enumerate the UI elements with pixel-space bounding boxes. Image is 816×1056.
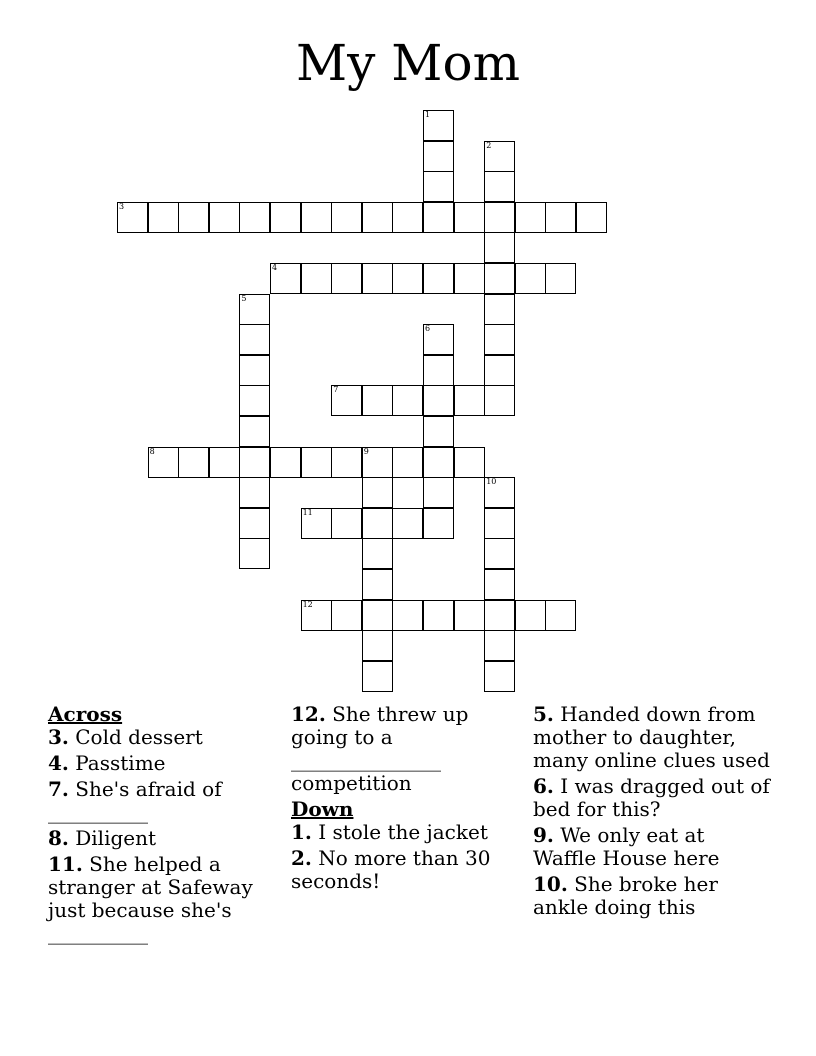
crossword-cell[interactable] bbox=[515, 202, 546, 233]
clue-number: 11. bbox=[48, 852, 83, 876]
clues-column-3 bbox=[533, 703, 773, 922]
crossword-cell[interactable] bbox=[362, 661, 393, 692]
crossword-cell[interactable] bbox=[484, 569, 515, 600]
crossword-cell[interactable] bbox=[362, 538, 393, 569]
cell-number: 4 bbox=[272, 263, 278, 272]
crossword-cell[interactable] bbox=[362, 477, 393, 508]
clue-text: She's afraid of __________ bbox=[48, 777, 222, 824]
clue-number: 8. bbox=[48, 826, 69, 850]
crossword-cell[interactable] bbox=[423, 600, 454, 631]
cell-number: 12 bbox=[302, 599, 313, 609]
crossword-cell[interactable] bbox=[484, 355, 515, 386]
clue-down-10 bbox=[533, 873, 773, 919]
cell-number: 11 bbox=[302, 507, 313, 517]
crossword-cell[interactable] bbox=[362, 263, 393, 294]
clue-across-3 bbox=[48, 726, 280, 749]
crossword-cell[interactable] bbox=[484, 294, 515, 325]
crossword-cell[interactable] bbox=[239, 355, 270, 386]
crossword-cell[interactable] bbox=[239, 324, 270, 355]
crossword-cell[interactable] bbox=[484, 202, 515, 233]
crossword-cell[interactable] bbox=[239, 202, 270, 233]
clue-text: Handed down from mother to daughter, many online clues used bbox=[533, 702, 770, 772]
crossword-cell[interactable] bbox=[148, 447, 179, 478]
crossword-cell[interactable] bbox=[331, 202, 362, 233]
crossword-cell[interactable] bbox=[454, 600, 485, 631]
clue-number: 2. bbox=[291, 846, 312, 870]
crossword-cell[interactable] bbox=[484, 477, 515, 508]
crossword-cell[interactable] bbox=[270, 447, 301, 478]
crossword-cell[interactable] bbox=[545, 263, 576, 294]
clue-number: 10. bbox=[533, 872, 568, 896]
clue-number: 1. bbox=[291, 820, 312, 844]
crossword-cell[interactable] bbox=[484, 263, 515, 294]
clue-across-4 bbox=[48, 752, 280, 775]
crossword-cell[interactable] bbox=[362, 569, 393, 600]
crossword-cell[interactable] bbox=[484, 385, 515, 416]
crossword-cell[interactable] bbox=[423, 110, 454, 141]
crossword-cell[interactable] bbox=[362, 202, 393, 233]
cell-number: 10 bbox=[486, 477, 497, 487]
crossword-cell[interactable] bbox=[239, 294, 270, 325]
cell-number: 9 bbox=[363, 446, 369, 456]
crossword-cell[interactable] bbox=[392, 600, 423, 631]
crossword-cell[interactable] bbox=[423, 508, 454, 539]
crossword-cell[interactable] bbox=[484, 508, 515, 539]
cell-number: 5 bbox=[241, 293, 247, 303]
clue-text: We only eat at Waffle House here bbox=[533, 823, 720, 870]
crossword-cell[interactable] bbox=[423, 477, 454, 508]
crossword-cell[interactable] bbox=[454, 202, 485, 233]
clues-column-1 bbox=[48, 703, 280, 948]
clue-number: 3. bbox=[48, 725, 69, 749]
clue-text: Cold dessert bbox=[75, 725, 203, 749]
clue-down-2 bbox=[291, 847, 523, 893]
clue-text: She broke her ankle doing this bbox=[533, 872, 718, 919]
clue-number: 4. bbox=[48, 751, 69, 775]
clue-number: 6. bbox=[533, 774, 554, 798]
crossword-cell[interactable] bbox=[392, 263, 423, 294]
crossword-cell[interactable] bbox=[209, 202, 240, 233]
crossword-cell[interactable] bbox=[392, 202, 423, 233]
crossword-cell[interactable] bbox=[270, 202, 301, 233]
crossword-cell[interactable] bbox=[484, 661, 515, 692]
crossword-cell[interactable] bbox=[576, 202, 607, 233]
crossword-cell[interactable] bbox=[515, 263, 546, 294]
crossword-cell[interactable] bbox=[331, 385, 362, 416]
crossword-cell[interactable] bbox=[423, 355, 454, 386]
crossword-cell[interactable] bbox=[423, 263, 454, 294]
crossword-cell[interactable] bbox=[301, 600, 332, 631]
crossword-cell[interactable] bbox=[484, 232, 515, 263]
clue-down-6 bbox=[533, 775, 773, 821]
cell-number: 1 bbox=[425, 110, 431, 119]
clue-down-9 bbox=[533, 824, 773, 870]
crossword-cell[interactable] bbox=[423, 141, 454, 172]
crossword-cell[interactable] bbox=[148, 202, 179, 233]
crossword-cell[interactable] bbox=[301, 202, 332, 233]
clue-text: She helped a stranger at Safeway just because she's __________ bbox=[48, 852, 253, 945]
crossword-cell[interactable] bbox=[423, 171, 454, 202]
clue-across-7 bbox=[48, 778, 280, 824]
clue-across-8 bbox=[48, 827, 280, 850]
crossword-cell[interactable] bbox=[423, 385, 454, 416]
clue-number: 5. bbox=[533, 702, 554, 726]
crossword-cell[interactable] bbox=[545, 202, 576, 233]
crossword-cell[interactable] bbox=[392, 385, 423, 416]
crossword-cell[interactable] bbox=[331, 447, 362, 478]
cell-number: 7 bbox=[333, 385, 339, 395]
crossword-cell[interactable] bbox=[515, 600, 546, 631]
crossword-cell[interactable] bbox=[178, 202, 209, 233]
crossword-cell[interactable] bbox=[331, 600, 362, 631]
clue-text: Diligent bbox=[75, 826, 157, 850]
crossword-cell[interactable] bbox=[454, 447, 485, 478]
clue-text: I stole the jacket bbox=[318, 820, 488, 844]
crossword-cell[interactable] bbox=[239, 508, 270, 539]
crossword-cell[interactable] bbox=[484, 538, 515, 569]
clue-down-1 bbox=[291, 821, 523, 844]
crossword-cell[interactable] bbox=[484, 171, 515, 202]
crossword-cell[interactable] bbox=[209, 447, 240, 478]
crossword-cell[interactable] bbox=[423, 447, 454, 478]
clue-text: She threw up going to a _______________ competition bbox=[291, 702, 469, 795]
crossword-cell[interactable] bbox=[362, 447, 393, 478]
crossword-cell[interactable] bbox=[117, 202, 148, 233]
crossword-cell[interactable] bbox=[484, 141, 515, 172]
crossword-cell[interactable] bbox=[239, 385, 270, 416]
crossword-cell[interactable] bbox=[545, 600, 576, 631]
clue-text: Passtime bbox=[75, 751, 166, 775]
crossword-cell[interactable] bbox=[301, 263, 332, 294]
clue-across-11 bbox=[48, 853, 280, 945]
across-heading: Across bbox=[48, 702, 123, 726]
crossword-cell[interactable] bbox=[362, 508, 393, 539]
crossword-cell[interactable] bbox=[301, 447, 332, 478]
clue-text: No more than 30 seconds! bbox=[291, 846, 491, 893]
clues-column-2 bbox=[291, 703, 523, 896]
puzzle-title: My Mom bbox=[295, 34, 521, 92]
crossword-cell[interactable] bbox=[239, 416, 270, 447]
crossword-cell[interactable] bbox=[178, 447, 209, 478]
clue-number: 9. bbox=[533, 823, 554, 847]
crossword-cell[interactable] bbox=[484, 324, 515, 355]
crossword-cell[interactable] bbox=[362, 600, 393, 631]
crossword-cell[interactable] bbox=[331, 263, 362, 294]
crossword-cell[interactable] bbox=[392, 508, 423, 539]
crossword-cell[interactable] bbox=[239, 447, 270, 478]
crossword-cell[interactable] bbox=[301, 508, 332, 539]
cell-number: 2 bbox=[486, 140, 492, 150]
crossword-cell[interactable] bbox=[454, 385, 485, 416]
crossword-cell[interactable] bbox=[484, 630, 515, 661]
crossword-cell[interactable] bbox=[454, 263, 485, 294]
clue-number: 12. bbox=[291, 702, 326, 726]
clue-text: I was dragged out of bed for this? bbox=[533, 774, 770, 821]
crossword-cell[interactable] bbox=[239, 538, 270, 569]
crossword-cell[interactable] bbox=[331, 508, 362, 539]
clue-number: 7. bbox=[48, 777, 69, 801]
cell-number: 3 bbox=[119, 201, 125, 211]
cell-number: 6 bbox=[425, 324, 431, 334]
crossword-cell[interactable] bbox=[362, 385, 393, 416]
down-heading: Down bbox=[291, 797, 354, 821]
crossword-cell[interactable] bbox=[239, 477, 270, 508]
cell-number: 8 bbox=[149, 446, 155, 456]
crossword-cell[interactable] bbox=[423, 416, 454, 447]
crossword-cell[interactable] bbox=[270, 263, 301, 294]
clue-across-12 bbox=[291, 703, 523, 795]
crossword-cell[interactable] bbox=[423, 202, 454, 233]
crossword-cell[interactable] bbox=[423, 324, 454, 355]
crossword-cell[interactable] bbox=[362, 630, 393, 661]
clue-down-5 bbox=[533, 703, 773, 772]
crossword-cell[interactable] bbox=[484, 600, 515, 631]
crossword-cell[interactable] bbox=[392, 447, 423, 478]
